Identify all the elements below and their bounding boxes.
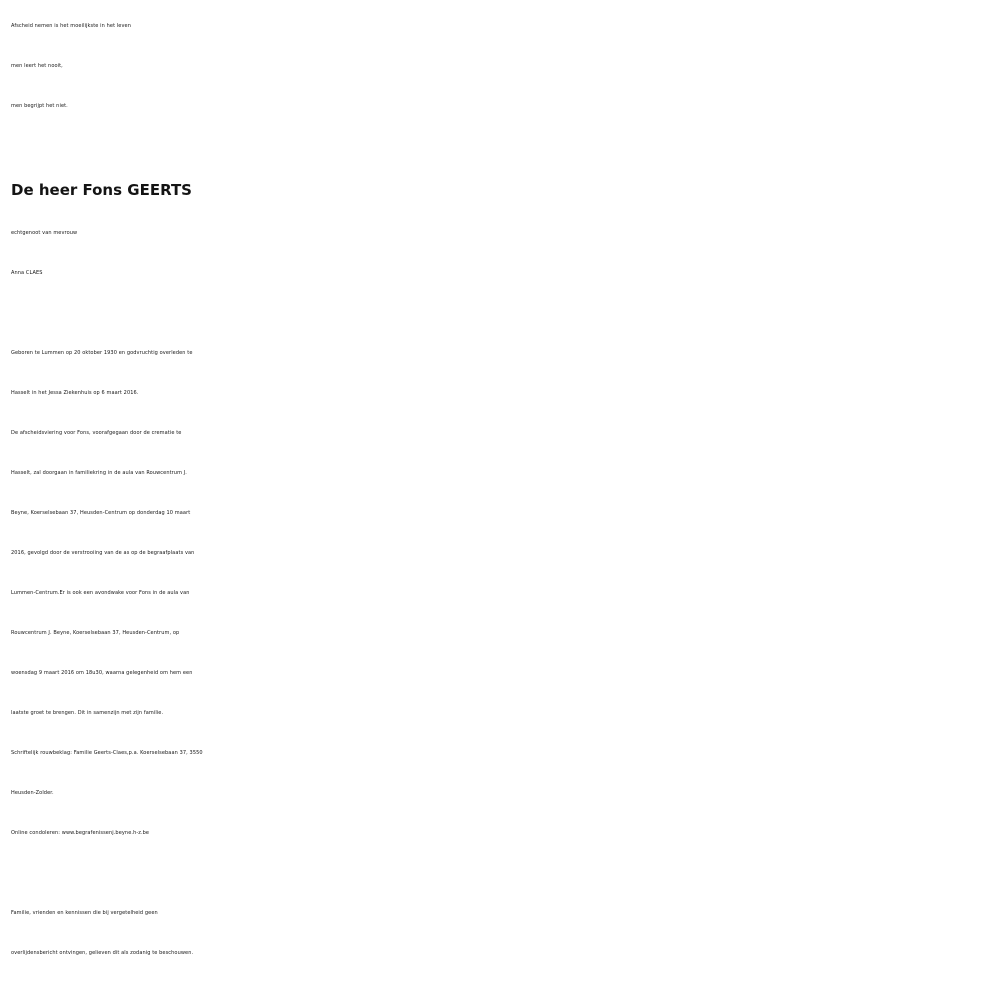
- body-line: Geboren te Lummen op 20 oktober 1930 en godvruchtig overleden te: [11, 350, 193, 356]
- obituary-notice: [11, 6, 991, 973]
- poem: [11, 6, 991, 126]
- poem-line: men begrijpt het niet.: [11, 103, 68, 109]
- closing-line: Familie, vrienden en kennissen die bij vergetelheid geen: [11, 910, 158, 916]
- body-line: Lummen-Centrum.Er is ook een avondwake voor Fons in de aula van: [11, 590, 190, 596]
- body-line: Schriftelijk rouwbeklag: Familie Geerts-Claes,p.a. Koerselsebaan 37, 3550: [11, 750, 203, 756]
- body-line: Hasselt, zal doorgaan in familiekring in de aula van Rouwcentrum J.: [11, 470, 187, 476]
- spacer: [11, 126, 991, 166]
- condolence-link-line: Online condoleren: www.begrafenissenj.beyne.h-z.be: [11, 830, 150, 836]
- relation-text: echtgenoot van mevrouw: [11, 230, 78, 236]
- body-line: Hasselt in het Jessa Ziekenhuis op 6 maart 2016.: [11, 390, 139, 396]
- poem-line: Afscheid nemen is het moeilijkste in het leven: [11, 23, 131, 29]
- closing-note: [11, 893, 991, 973]
- deceased-name: De heer Fons GEERTS: [11, 181, 192, 199]
- spacer: [11, 293, 991, 333]
- body-line: Beyne, Koerselsebaan 37, Heusden-Centrum op donderdag 10 maart: [11, 510, 191, 516]
- spacer: [11, 853, 991, 893]
- body-line: 2016, gevolgd door de verstrooiing van de as op de begraafplaats van: [11, 550, 195, 556]
- body-line: woensdag 9 maart 2016 om 18u30, waarna gelegenheid om hem een: [11, 670, 193, 676]
- body-line: Rouwcentrum J. Beyne, Koerselsebaan 37, Heusden-Centrum, op: [11, 630, 180, 636]
- spouse-name: Anna CLAES: [11, 270, 43, 276]
- poem-line: men leert het nooit,: [11, 63, 63, 69]
- body-line: laatste groet te brengen. Dit in samenzijn met zijn familie.: [11, 710, 164, 716]
- announcement-body: [11, 333, 991, 853]
- body-line: De afscheidsviering voor Fons, voorafgegaan door de crematie te: [11, 430, 182, 436]
- closing-line: overlijdensbericht ontvingen, gelieven dit als zodanig te beschouwen.: [11, 950, 194, 956]
- body-line: Heusden-Zolder.: [11, 790, 54, 796]
